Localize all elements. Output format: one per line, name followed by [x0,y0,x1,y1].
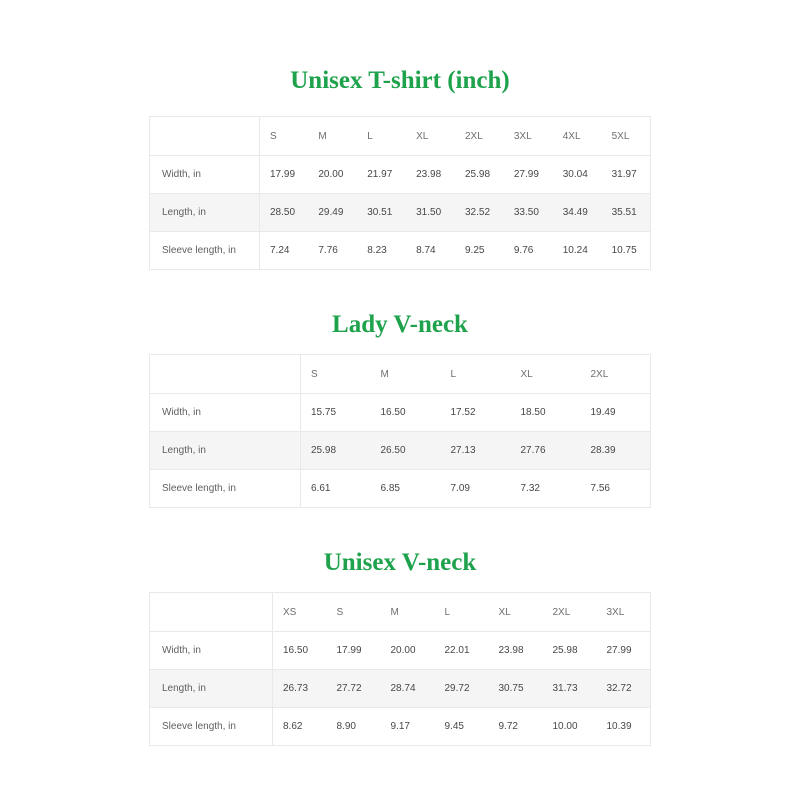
table-row [150,432,651,470]
cell-value: 8.23 [367,245,387,256]
column-header-xl: XL [498,606,511,618]
cell-value: 26.50 [380,445,406,456]
row-label: Sleeve length, in [150,708,273,746]
cell-value: 30.04 [562,169,588,180]
section-unisex-vneck [149,548,651,746]
cell-value: 9.72 [498,721,518,732]
cell-value: 23.98 [498,645,524,656]
cell-value: 7.32 [520,483,540,494]
column-header-m: M [318,130,327,142]
corner-cell [150,593,273,632]
column-header-2xl: 2XL [590,368,609,380]
cell-value: 28.50 [270,207,296,218]
cell-value: 30.51 [367,207,393,218]
section-title-lady-vneck: Lady V-neck [332,311,468,338]
cell-value: 29.72 [444,683,470,694]
cell-value: 10.75 [611,245,637,256]
section-title-unisex-vneck: Unisex V-neck [323,549,477,576]
column-header-l: L [367,130,373,142]
cell-value: 31.73 [552,683,578,694]
column-header-2xl: 2XL [465,130,483,142]
column-header-4xl: 4XL [562,130,581,142]
cell-value: 7.56 [590,483,610,494]
column-header-s: S [311,368,318,380]
section-lady-vneck [149,310,651,508]
row-label: Width, in [150,156,260,194]
table-body [150,632,651,746]
cell-value: 31.97 [611,169,637,180]
cell-value: 16.50 [283,645,309,656]
cell-value: 7.09 [450,483,470,494]
cell-value: 27.13 [450,445,476,456]
table-row [150,708,651,746]
cell-value: 27.99 [513,169,539,180]
row-label: Length, in [150,670,273,708]
cell-value: 30.75 [498,683,524,694]
cell-value: 17.52 [450,407,476,418]
column-header-s: S [270,130,277,142]
section-title-unisex-tshirt: Unisex T-shirt (inch) [290,67,510,94]
column-header-xl: XL [416,130,429,142]
table-row [150,394,651,432]
cell-value: 18.50 [520,407,546,418]
section-unisex-tshirt [149,66,651,270]
cell-value: 10.00 [552,721,578,732]
cell-value: 28.39 [590,445,616,456]
row-label: Length, in [150,194,260,232]
cell-value: 16.50 [380,407,406,418]
cell-value: 10.24 [562,245,588,256]
cell-value: 15.75 [311,407,337,418]
cell-value: 27.76 [520,445,546,456]
table-header [150,117,651,156]
column-header-xl: XL [520,368,533,380]
cell-value: 7.24 [270,245,290,256]
row-label: Sleeve length, in [150,232,260,270]
cell-value: 27.72 [336,683,362,694]
cell-value: 35.51 [611,207,637,218]
cell-value: 26.73 [283,683,309,694]
column-header-l: L [444,606,451,618]
column-header-m: M [380,368,389,380]
table-row [150,470,651,508]
cell-value: 7.76 [318,245,338,256]
row-label: Length, in [150,432,301,470]
size-charts-content [149,0,651,746]
header-row [150,593,651,632]
cell-value: 25.98 [465,169,491,180]
cell-value: 6.61 [311,483,331,494]
cell-value: 33.50 [513,207,539,218]
cell-value: 23.98 [416,169,442,180]
table-body [150,156,651,270]
cell-value: 17.99 [270,169,296,180]
size-table-lady-vneck [149,354,651,508]
column-header-xs: XS [283,606,297,618]
cell-value: 21.97 [367,169,393,180]
row-label: Width, in [150,632,273,670]
cell-value: 25.98 [552,645,578,656]
header-row [150,355,651,394]
table-header [150,355,651,394]
corner-cell [150,117,260,156]
cell-value: 9.25 [465,245,485,256]
cell-value: 31.50 [416,207,442,218]
cell-value: 28.74 [390,683,416,694]
cell-value: 22.01 [444,645,470,656]
column-header-3xl: 3XL [513,130,532,142]
cell-value: 9.76 [513,245,534,256]
corner-cell [150,355,301,394]
cell-value: 9.45 [444,721,464,732]
table-row [150,156,651,194]
column-header-3xl: 3XL [606,606,625,618]
size-table-unisex-tshirt [149,116,651,270]
cell-value: 25.98 [311,445,337,456]
column-header-5xl: 5XL [611,130,630,142]
cell-value: 8.62 [283,721,303,732]
table-row [150,232,651,270]
row-label: Sleeve length, in [150,470,301,508]
table-header [150,593,651,632]
cell-value: 8.90 [336,721,356,732]
cell-value: 19.49 [590,407,616,418]
cell-value: 34.49 [562,207,588,218]
cell-value: 29.49 [318,207,344,218]
table-row [150,632,651,670]
column-header-l: L [450,368,457,380]
header-row [150,117,651,156]
cell-value: 32.52 [465,207,491,218]
cell-value: 20.00 [318,169,344,180]
table-row [150,670,651,708]
size-table-unisex-vneck [149,592,651,746]
cell-value: 6.85 [380,483,400,494]
row-label: Width, in [150,394,301,432]
cell-value: 32.72 [606,683,632,694]
cell-value: 10.39 [606,721,632,732]
column-header-2xl: 2XL [552,606,571,618]
cell-value: 9.17 [390,721,410,732]
cell-value: 17.99 [336,645,362,656]
table-body [150,394,651,508]
cell-value: 20.00 [390,645,416,656]
column-header-s: S [336,606,344,618]
table-row [150,194,651,232]
cell-value: 27.99 [606,645,632,656]
cell-value: 8.74 [416,245,436,256]
column-header-m: M [390,606,399,618]
